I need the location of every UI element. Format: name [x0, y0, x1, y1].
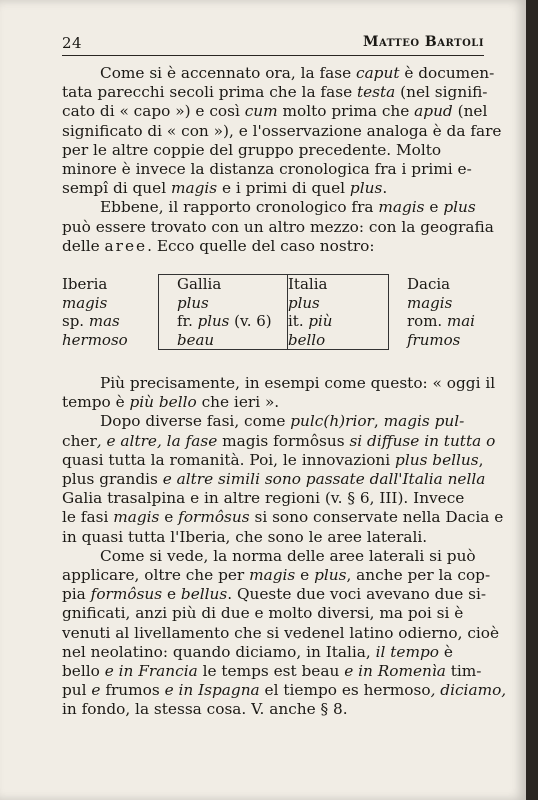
- text-line: [62, 237, 482, 256]
- text-run: apud: [414, 102, 453, 121]
- text-run: magis: [407, 293, 453, 312]
- text-run: frumos: [105, 681, 160, 700]
- text-run: e: [424, 198, 444, 217]
- cell-dacia-3: [389, 331, 475, 350]
- text-run: si diffuse in tutta o: [344, 431, 496, 450]
- text-run: formôsus: [90, 585, 163, 604]
- text-line: [62, 623, 500, 643]
- text-line: [62, 431, 496, 451]
- text-run: e: [295, 566, 315, 585]
- text-run: cher: [62, 431, 97, 450]
- text-run: sempî di quel: [62, 179, 171, 198]
- lexical-areas-table: [62, 274, 475, 350]
- text-run: venuti al livellamento che si vedenel latino odierno, cioè: [62, 623, 500, 642]
- text-run: formôsus: [178, 508, 250, 527]
- text-line: [62, 700, 482, 719]
- cell-iberia-2: [62, 312, 159, 331]
- text-run: bellus: [180, 585, 228, 604]
- cell-iberia-header: Iberia: [62, 274, 108, 293]
- text-run: cato di « capo ») e così: [62, 102, 245, 121]
- text-run: ,: [373, 412, 384, 431]
- text-run: it.: [288, 312, 309, 331]
- text-run: , anche per la cop-: [346, 566, 491, 585]
- text-run: molto prima che: [277, 102, 415, 121]
- text-run: pul: [62, 681, 87, 700]
- text-run: pulc(h)rior: [290, 412, 374, 431]
- text-run: si sono conservate nella Dacia e: [249, 508, 504, 527]
- text-run: le fasi: [62, 508, 114, 527]
- text-run: e: [159, 508, 179, 527]
- text-run: che ieri ».: [196, 393, 280, 412]
- text-line: [62, 64, 495, 83]
- text-run: tim-: [450, 662, 482, 681]
- cell-italia-header: Italia: [288, 275, 389, 294]
- text-run: è documen-: [399, 64, 495, 82]
- cell-italia-1: [288, 294, 389, 313]
- cell-gallia-2: [159, 312, 288, 331]
- paragraph-3: [62, 374, 496, 412]
- text-line: [62, 198, 482, 217]
- text-run: magis: [62, 293, 108, 312]
- text-run: e i primi di quel: [217, 179, 350, 198]
- text-run: plus: [177, 293, 209, 312]
- paragraph-2: [62, 198, 494, 256]
- text-line: [62, 681, 507, 700]
- text-run: mas: [88, 312, 120, 331]
- text-run: hermoso: [62, 330, 128, 349]
- text-run: è: [439, 642, 453, 661]
- text-run: magis: [170, 179, 218, 198]
- text-line: [62, 489, 482, 508]
- text-run: , e altre, la fase: [96, 431, 223, 450]
- text-run: plus: [443, 198, 476, 217]
- cell-italia-2: [288, 312, 389, 331]
- cell-dacia-2: [389, 312, 475, 331]
- text-line: [62, 662, 482, 681]
- cell-iberia-3: [62, 331, 159, 350]
- cell-gallia-3: [159, 331, 288, 350]
- text-run: Galia trasalpina e in altre regioni (v. § 6, III). Invece: [62, 489, 465, 508]
- text-run: nel neolatino: quando diciamo, in Italia,: [62, 642, 376, 661]
- text-run: tempo è: [62, 393, 130, 412]
- text-run: . Queste due voci avevano due si-: [227, 585, 487, 604]
- text-line: [62, 643, 482, 662]
- text-run: magis pul-: [383, 412, 465, 431]
- page-number: 24: [62, 34, 83, 52]
- text-run: minore è invece la distanza cronologica fra i primi e-: [62, 160, 472, 179]
- text-run: può essere trovato con un altro mezzo: con la geografia: [62, 217, 494, 236]
- header-rule: [62, 55, 484, 56]
- text-run: e in Francia: [99, 662, 203, 681]
- text-run: caput: [356, 64, 400, 82]
- text-run: fr.: [177, 312, 198, 331]
- text-run: ,: [478, 450, 484, 469]
- text-line: [62, 470, 486, 489]
- text-line: [62, 528, 482, 547]
- text-run: plus: [349, 179, 383, 198]
- text-run: frumos: [407, 330, 461, 349]
- text-run: plus: [314, 566, 347, 585]
- text-run: Dopo diverse fasi, come: [100, 412, 291, 431]
- text-run: aree: [104, 236, 148, 255]
- text-run: delle: [62, 236, 105, 255]
- text-run: sp.: [62, 312, 89, 331]
- text-run: quasi tutta la romanità. Poi, le innovazioni: [62, 450, 396, 469]
- text-line: [62, 393, 482, 412]
- body-text: [62, 64, 507, 720]
- text-run: e in Ispagna: [159, 681, 265, 700]
- text-line: [62, 83, 488, 102]
- text-run: , diciamo,: [430, 681, 507, 700]
- text-line: [62, 121, 502, 141]
- text-run: in quasi tutta l'Iberia, che sono le aree laterali.: [62, 527, 428, 546]
- text-run: il tempo: [375, 642, 439, 661]
- text-run: magis: [378, 198, 425, 217]
- text-line: [62, 604, 482, 623]
- text-run: cum: [244, 102, 278, 121]
- text-run: più bello: [129, 393, 197, 412]
- text-run: e in Romenìa: [339, 662, 451, 681]
- text-run: Ebbene, il rapporto cronologico fra: [100, 198, 379, 217]
- text-line: [62, 585, 487, 604]
- text-run: e altre simili sono passate dall'Italia nella: [157, 470, 486, 489]
- text-run: . Ecco quelle del caso nostro:: [147, 236, 375, 255]
- text-line: [62, 451, 482, 470]
- cell-dacia-header: Dacia: [407, 274, 451, 293]
- paragraph-1: [62, 64, 502, 198]
- paragraph-5: [62, 546, 507, 720]
- text-run: pia: [62, 585, 91, 604]
- text-run: applicare, oltre che per: [62, 566, 250, 585]
- cell-gallia-1: [159, 294, 288, 313]
- cell-italia-3: [288, 331, 389, 350]
- text-run: plus bellus: [395, 450, 479, 469]
- text-run: tata parecchi secoli prima che la fase: [62, 83, 357, 102]
- text-line: [62, 141, 482, 160]
- text-run: e: [86, 681, 106, 700]
- text-run: magis formôsus: [222, 431, 345, 450]
- text-run: plus: [288, 293, 320, 312]
- text-line: [62, 160, 482, 179]
- text-run: Come si è accennato ora, la fase: [100, 64, 356, 82]
- text-run: mai: [446, 312, 475, 331]
- text-run: beau: [177, 330, 215, 349]
- text-run: le temps est beau: [202, 662, 340, 681]
- cell-iberia-1: [62, 294, 159, 313]
- text-run: più: [308, 312, 333, 331]
- text-run: e: [162, 585, 181, 604]
- text-run: magis: [113, 508, 160, 527]
- text-run: per le altre coppie del gruppo precedente. Molto: [62, 140, 442, 159]
- text-run: plus grandis: [62, 470, 158, 489]
- text-run: plus: [197, 312, 230, 331]
- text-run: .: [382, 179, 388, 198]
- cell-dacia-1: [389, 294, 475, 313]
- running-head-author: Matteo Bartoli: [362, 34, 484, 50]
- text-run: bello: [62, 662, 100, 681]
- text-run: in fondo, la stessa cosa. V. anche § 8.: [62, 700, 348, 719]
- text-run: (nel signifi-: [395, 83, 488, 102]
- text-line: [62, 566, 491, 585]
- text-run: bello: [288, 330, 326, 349]
- text-run: gnificati, anzi più di due e molto diversi, ma poi si è: [62, 604, 464, 623]
- text-run: significato di « con »), e l'osservazione analoga è da fare: [62, 121, 502, 140]
- text-run: (v. 6): [229, 312, 272, 331]
- cell-gallia-header: Gallia: [159, 275, 288, 294]
- text-run: rom.: [407, 312, 447, 331]
- paragraph-4: [62, 412, 504, 546]
- text-line: [62, 179, 482, 198]
- text-line: [62, 412, 482, 431]
- text-run: Come si vede, la norma delle aree laterali si può: [100, 546, 476, 565]
- text-line: [62, 374, 496, 393]
- text-run: magis: [249, 566, 296, 585]
- text-run: (nel: [452, 102, 488, 121]
- text-run: el tiempo es hermoso: [264, 681, 431, 700]
- text-run: Più precisamente, in esempi come questo: « oggi il: [100, 374, 496, 393]
- text-line: [62, 102, 488, 121]
- text-line: [62, 508, 504, 527]
- text-line: [62, 217, 494, 237]
- text-run: testa: [356, 83, 396, 102]
- text-line: [62, 547, 482, 566]
